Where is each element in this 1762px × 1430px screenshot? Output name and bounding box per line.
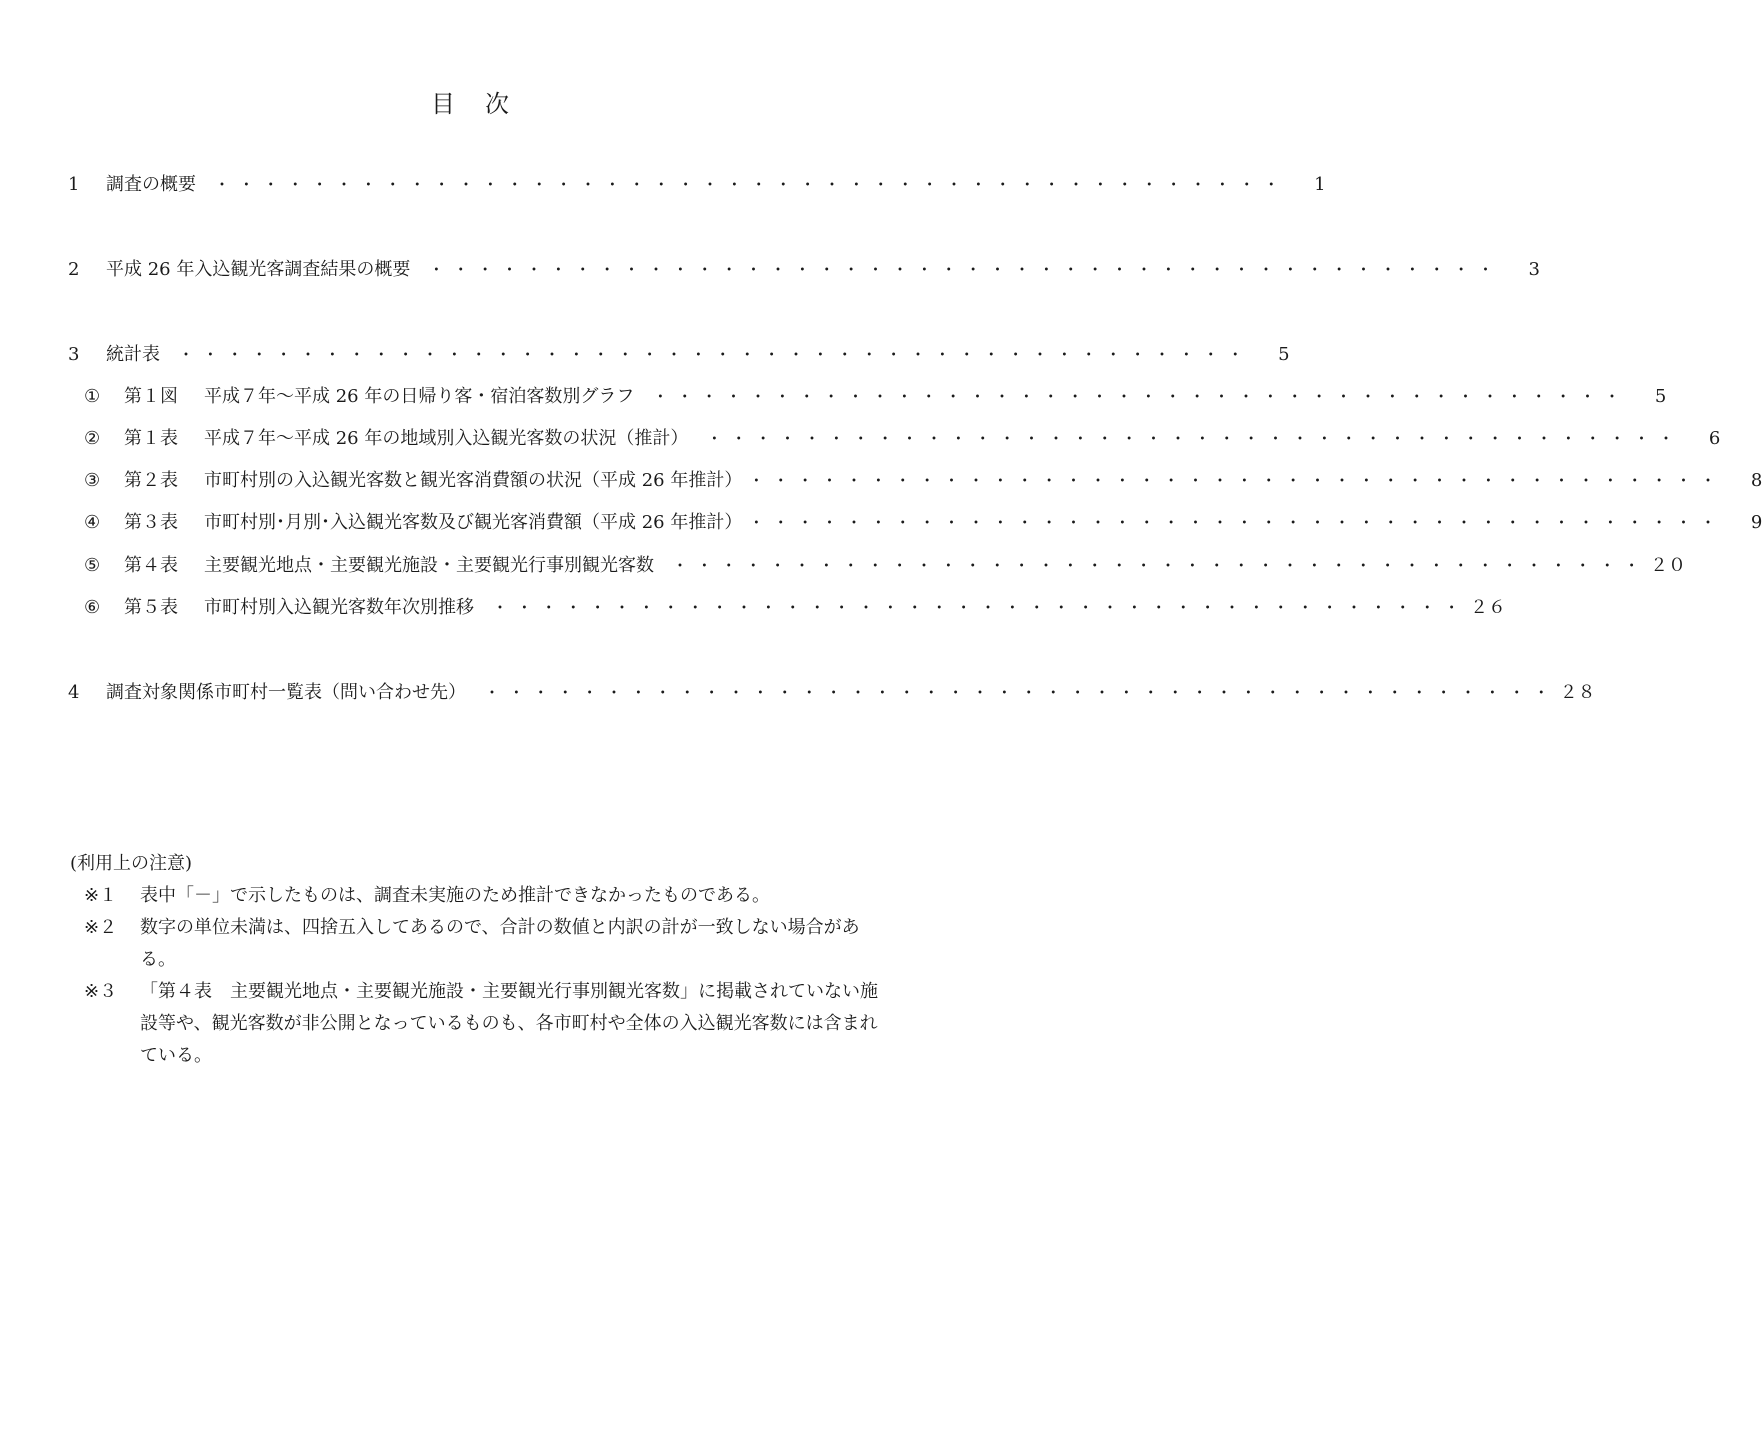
toc-entry-1[interactable]: [68, 171, 1326, 199]
toc-subentry-label: 第５表: [124, 597, 178, 618]
toc-subentry-page: ２０: [1650, 555, 1687, 576]
toc-subentry-page: 5: [1654, 386, 1667, 407]
notes-heading: (利用上の注意): [70, 853, 193, 874]
note-mark: ※３: [84, 981, 118, 1002]
page-title-char-1: 目: [431, 90, 455, 118]
toc-leader-dots: ・・・・・・・・・・・・・・・・・・・・・・・・・・・・・・・・・・・・・・・・: [706, 429, 1683, 448]
toc-entry-page: 1: [1314, 174, 1326, 195]
toc-entry-label: 調査の概要: [106, 174, 196, 195]
toc-entry-4[interactable]: [68, 679, 1596, 707]
page-title-char-2: 次: [485, 90, 509, 118]
note-item-2: [84, 912, 880, 976]
toc-entry-page: ２８: [1559, 682, 1596, 703]
toc-entry-page: 5: [1278, 344, 1290, 365]
toc-subentry-mark: ⑥: [84, 597, 101, 618]
toc-subentry-text: 市町村別の入込観光客数と観光客消費額の状況（平成 26 年推計）: [204, 470, 743, 491]
toc-entry-number: 3: [68, 344, 80, 365]
toc-subentry-6[interactable]: [84, 594, 1507, 622]
toc-entry-number: 2: [68, 259, 80, 280]
toc-entry-2[interactable]: [68, 256, 1540, 284]
toc-entry-label: 統計表: [106, 344, 160, 365]
toc-subentry-mark: ⑤: [84, 555, 101, 576]
toc-entry-number: 1: [68, 174, 80, 195]
toc-subentry-label: 第２表: [124, 470, 178, 491]
toc-subentry-text: 主要観光地点・主要観光施設・主要観光行事別観光客数: [204, 555, 654, 576]
note-mark: ※２: [84, 917, 118, 938]
note-text: 数字の単位未満は、四捨五入してあるので、合計の数値と内訳の計が一致しない場合がある。: [140, 917, 860, 970]
usage-notes: [70, 848, 880, 1072]
toc-subentry-mark: ③: [84, 470, 101, 491]
toc-subentry-mark: ④: [84, 512, 101, 533]
toc-subentry-page: 8: [1750, 470, 1762, 491]
toc-subentry-page: 9: [1750, 512, 1762, 533]
toc-subentry-page: 6: [1708, 428, 1721, 449]
toc-subentry-text: 市町村別･月別･入込観光客数及び観光客消費額（平成 26 年推計）: [204, 512, 743, 533]
toc-leader-dots: ・・・・・・・・・・・・・・・・・・・・・・・・・・・・・・・・・・・・・・・・: [492, 598, 1469, 617]
note-item-3: [84, 976, 880, 1072]
note-item-1: [84, 880, 880, 912]
toc-entry-page: 3: [1528, 259, 1540, 280]
toc-subentry-text: 市町村別入込観光客数年次別推移: [204, 597, 474, 618]
toc-subentry-label: 第１表: [124, 428, 178, 449]
toc-leader-dots: ・・・・・・・・・・・・・・・・・・・・・・・・・・・・・・・・・・・・・・・・・・・・: [428, 260, 1502, 279]
toc-subentry-label: 第４表: [124, 555, 178, 576]
toc-subentry-3[interactable]: [84, 467, 1762, 495]
toc-subentry-text: 平成７年～平成 26 年の日帰り客・宿泊客数別グラフ: [204, 386, 635, 407]
toc-leader-dots: ・・・・・・・・・・・・・・・・・・・・・・・・・・・・・・・・・・・・・・・・: [748, 471, 1725, 490]
note-mark: ※１: [84, 885, 118, 906]
page-title: [0, 84, 940, 119]
toc-entry-label: 調査対象関係市町村一覧表（問い合わせ先）: [106, 682, 466, 703]
toc-leader-dots: ・・・・・・・・・・・・・・・・・・・・・・・・・・・・・・・・・・・・・・・・: [748, 513, 1725, 532]
toc-subentry-text: 平成７年～平成 26 年の地域別入込観光客数の状況（推計）: [204, 428, 689, 449]
toc-subentry-2[interactable]: [84, 425, 1721, 453]
toc-subentry-1[interactable]: [84, 383, 1667, 411]
toc-subentry-label: 第３表: [124, 512, 178, 533]
note-text: 「第４表 主要観光地点・主要観光施設・主要観光行事別観光客数」に掲載されていない施設等や、観光客数が非公開となっているものも、各市町村や全体の入込観光客数には含まれている。: [140, 981, 878, 1066]
toc-entry-label: 平成 26 年入込観光客調査結果の概要: [106, 259, 411, 280]
toc-leader-dots: ・・・・・・・・・・・・・・・・・・・・・・・・・・・・・・・・・・・・・・・・・・・・: [178, 345, 1252, 364]
toc-subentry-mark: ②: [84, 428, 101, 449]
toc-subentry-4[interactable]: [84, 509, 1762, 537]
toc-entry-3[interactable]: [68, 341, 1290, 369]
toc-subentry-mark: ①: [84, 386, 101, 407]
toc-leader-dots: ・・・・・・・・・・・・・・・・・・・・・・・・・・・・・・・・・・・・・・・・・・・・: [484, 683, 1558, 702]
note-text: 表中「－」で示したものは、調査未実施のため推計できなかったものである。: [140, 885, 770, 906]
toc-leader-dots: ・・・・・・・・・・・・・・・・・・・・・・・・・・・・・・・・・・・・・・・・・・・・: [214, 175, 1288, 194]
toc-subentry-page: ２６: [1470, 597, 1507, 618]
toc-subentry-5[interactable]: [84, 552, 1687, 580]
toc-leader-dots: ・・・・・・・・・・・・・・・・・・・・・・・・・・・・・・・・・・・・・・・・: [652, 387, 1629, 406]
toc-entry-number: 4: [68, 682, 80, 703]
toc-leader-dots: ・・・・・・・・・・・・・・・・・・・・・・・・・・・・・・・・・・・・・・・・: [672, 556, 1649, 575]
toc-subentry-label: 第１図: [124, 386, 178, 407]
